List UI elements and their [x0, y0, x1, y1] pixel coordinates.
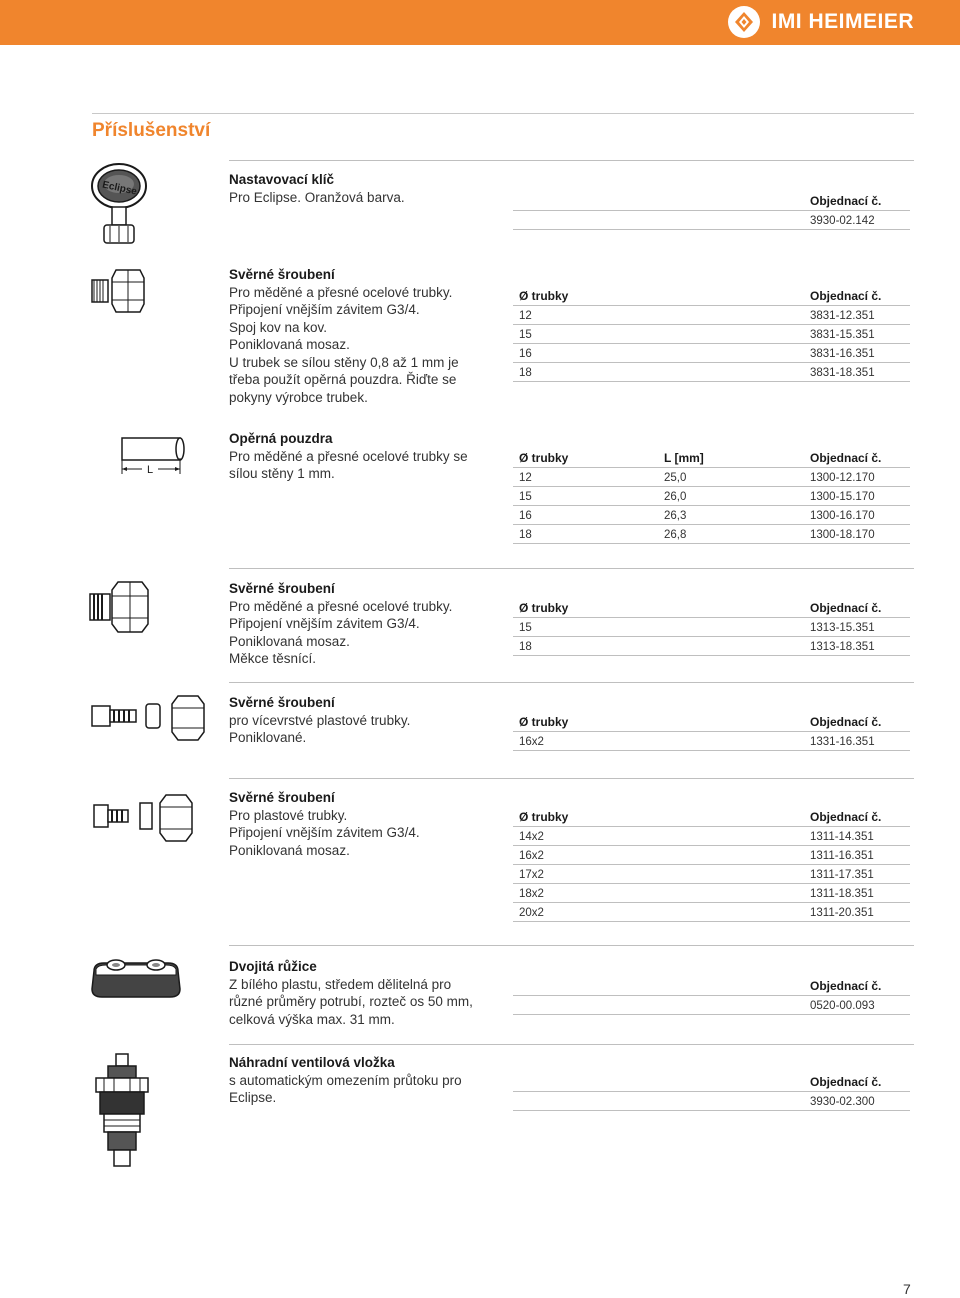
order-number: 1300-15.170: [810, 491, 875, 503]
order-number: 0520-00.093: [810, 1000, 875, 1012]
col-header-pipe-diameter: Ø trubky: [519, 715, 569, 729]
col-header-order-no: Objednací č.: [810, 810, 882, 824]
order-number: 1331-16.351: [810, 736, 875, 748]
order-number: 1300-18.170: [810, 529, 875, 541]
description-line: s automatickým omezením průtoku pro: [229, 1072, 462, 1088]
table-header: [513, 447, 910, 468]
order-number: 1311-18.351: [810, 888, 874, 900]
order-number: 1311-16.351: [810, 850, 874, 862]
pipe-diameter: 16: [519, 348, 532, 360]
description-line: Poniklované.: [229, 730, 307, 745]
table-row: [513, 827, 910, 846]
description-line: U trubek se sílou stěny 0,8 až 1 mm je: [229, 354, 459, 370]
col-header-order-no: Objednací č.: [810, 715, 882, 729]
section-title: Náhradní ventilová vložka: [229, 1055, 395, 1070]
order-number: 3831-12.351: [810, 310, 875, 322]
description-line: sílou stěny 1 mm.: [229, 466, 335, 481]
table-header: [513, 975, 910, 996]
section-description: [229, 789, 499, 859]
table-row: [513, 618, 910, 637]
pipe-diameter: 15: [519, 622, 532, 634]
order-number: 1300-16.170: [810, 510, 875, 522]
section-title: Dvojitá růžice: [229, 959, 317, 974]
order-table: [513, 190, 910, 230]
section-description: [229, 958, 499, 1028]
table-row: [513, 344, 910, 363]
table-header: [513, 1071, 910, 1092]
table-row: [513, 903, 910, 922]
section-description: [229, 1054, 499, 1107]
description-line: pro vícevrstvé plastové trubky.: [229, 712, 411, 728]
pipe-diameter: 18: [519, 641, 532, 653]
length: 25,0: [664, 472, 687, 484]
description-line: Připojení vnějším závitem G3/4.: [229, 302, 420, 317]
order-number: 3930-02.142: [810, 215, 875, 227]
svg-text:Eclipse: Eclipse: [101, 179, 138, 198]
order-number: 3831-15.351: [810, 329, 875, 341]
order-number: 3930-02.300: [810, 1096, 875, 1108]
table-row: [513, 865, 910, 884]
section-divider: [229, 945, 914, 946]
section-title: Nastavovací klíč: [229, 172, 335, 187]
pipe-diameter: 18: [519, 529, 532, 541]
table-header: [513, 597, 910, 618]
pipe-diameter: 15: [519, 329, 532, 341]
pipe-diameter: 16x2: [519, 850, 544, 862]
double-rosette-image: [88, 953, 184, 1005]
order-number: 3831-18.351: [810, 367, 875, 379]
section-description: [229, 694, 499, 747]
length: 26,8: [664, 529, 687, 541]
order-number: 1311-17.351: [810, 869, 874, 881]
col-header-order-no: Objednací č.: [810, 601, 882, 615]
description-line: Pro měděné a přesné ocelové trubky.: [229, 598, 453, 614]
brand-name: IMI HEIMEIER: [771, 10, 914, 33]
table-row: [513, 637, 910, 656]
pipe-diameter: 18: [519, 367, 532, 379]
table-row: [513, 306, 910, 325]
table-row: [513, 846, 910, 865]
table-header: [513, 285, 910, 306]
col-header-pipe-diameter: Ø trubky: [519, 451, 569, 465]
pipe-diameter: 16: [519, 510, 532, 522]
plastic-pipe-fitting-image: [90, 793, 194, 843]
description-line: Připojení vnějším závitem G3/4.: [229, 825, 420, 840]
table-row: [513, 487, 910, 506]
description-line: Pro měděné a přesné ocelové trubky se: [229, 448, 468, 464]
order-number: 1313-18.351: [810, 641, 875, 653]
svg-text:L: L: [146, 464, 154, 476]
table-header: [513, 806, 910, 827]
multilayer-fitting-image: [86, 692, 206, 742]
table-row: [513, 325, 910, 344]
order-table: [513, 711, 910, 751]
length: 26,0: [664, 491, 687, 503]
col-header-order-no: Objednací č.: [810, 194, 882, 208]
order-number: 1311-20.351: [810, 907, 874, 919]
description-line: různé průměry potrubí, rozteč os 50 mm,: [229, 994, 473, 1009]
section-description: [229, 580, 499, 668]
support-sleeve-image: [110, 428, 190, 480]
description-line: Spoj kov na kov.: [229, 319, 328, 335]
section-description: [229, 171, 499, 206]
order-number: 1311-14.351: [810, 831, 874, 843]
section-divider: [229, 682, 914, 683]
section-title: Svěrné šroubení: [229, 790, 335, 805]
section-description: [229, 430, 499, 483]
table-row: [513, 996, 910, 1015]
description-line: Pro plastové trubky.: [229, 807, 348, 823]
section-divider: [229, 778, 914, 779]
title-divider: [92, 113, 914, 114]
section-title: Svěrné šroubení: [229, 695, 335, 710]
order-table: [513, 597, 910, 656]
col-header-order-no: Objednací č.: [810, 289, 882, 303]
pipe-diameter: 12: [519, 310, 532, 322]
section-divider: [229, 568, 914, 569]
pipe-diameter: 17x2: [519, 869, 544, 881]
section-divider: [229, 1044, 914, 1045]
description-line: Eclipse.: [229, 1090, 277, 1105]
order-table: [513, 806, 910, 922]
order-table: [513, 447, 910, 544]
pipe-diameter: 16x2: [519, 736, 544, 748]
description-line: Pro Eclipse. Oranžová barva.: [229, 189, 405, 205]
pipe-diameter: 15: [519, 491, 532, 503]
header-bar: [0, 0, 960, 45]
heimeier-logo-icon: [727, 5, 761, 39]
order-number: 1300-12.170: [810, 472, 875, 484]
pipe-diameter: 12: [519, 472, 532, 484]
section-title: Svěrné šroubení: [229, 267, 335, 282]
description-line: Připojení vnějším závitem G3/4.: [229, 616, 420, 631]
description-line: pokyny výrobce trubek.: [229, 389, 368, 405]
description-line: Pro měděné a přesné ocelové trubky.: [229, 284, 453, 300]
table-header: [513, 711, 910, 732]
table-row: [513, 363, 910, 382]
pipe-diameter: 14x2: [519, 831, 544, 843]
col-header-order-no: Objednací č.: [810, 979, 882, 993]
col-header-pipe-diameter: Ø trubky: [519, 601, 569, 615]
pipe-diameter: 18x2: [519, 888, 544, 900]
page-number: 7: [903, 1281, 911, 1297]
order-table: [513, 285, 910, 382]
pipe-diameter: 20x2: [519, 907, 544, 919]
table-row: [513, 732, 910, 751]
valve-insert-image: [90, 1052, 154, 1170]
section-description: [229, 266, 499, 406]
description-line: Z bílého plastu, středem dělitelná pro: [229, 976, 452, 992]
description-line: celková výška max. 31 mm.: [229, 1011, 395, 1027]
description-line: Poniklovaná mosaz.: [229, 842, 350, 858]
order-number: 1313-15.351: [810, 622, 875, 634]
order-number: 3831-16.351: [810, 348, 875, 360]
section-title: Svěrné šroubení: [229, 581, 335, 596]
compression-fitting-image: [88, 264, 148, 314]
col-header-order-no: Objednací č.: [810, 1075, 882, 1089]
page-title: Příslušenství: [92, 120, 211, 141]
soft-seal-fitting-image: [86, 578, 152, 634]
table-row: [513, 211, 910, 230]
col-header-pipe-diameter: Ø trubky: [519, 810, 569, 824]
description-line: Měkce těsnící.: [229, 651, 317, 666]
section-title: Opěrná pouzdra: [229, 431, 333, 446]
table-row: [513, 506, 910, 525]
col-header-length: L [mm]: [664, 451, 704, 465]
length: 26,3: [664, 510, 687, 522]
description-line: Poniklovaná mosaz.: [229, 337, 350, 352]
setting-key-image: [88, 160, 150, 250]
table-row: [513, 525, 910, 544]
table-row: [513, 1092, 910, 1111]
order-table: [513, 1071, 910, 1111]
col-header-pipe-diameter: Ø trubky: [519, 289, 569, 303]
description-line: třeba použít opěrná pouzdra. Řiďte se: [229, 372, 457, 387]
description-line: Poniklovaná mosaz.: [229, 633, 350, 649]
table-header: [513, 190, 910, 211]
table-row: [513, 468, 910, 487]
brand-logo: [727, 5, 914, 39]
order-table: [513, 975, 910, 1015]
col-header-order-no: Objednací č.: [810, 451, 882, 465]
section-divider: [229, 160, 914, 161]
table-row: [513, 884, 910, 903]
